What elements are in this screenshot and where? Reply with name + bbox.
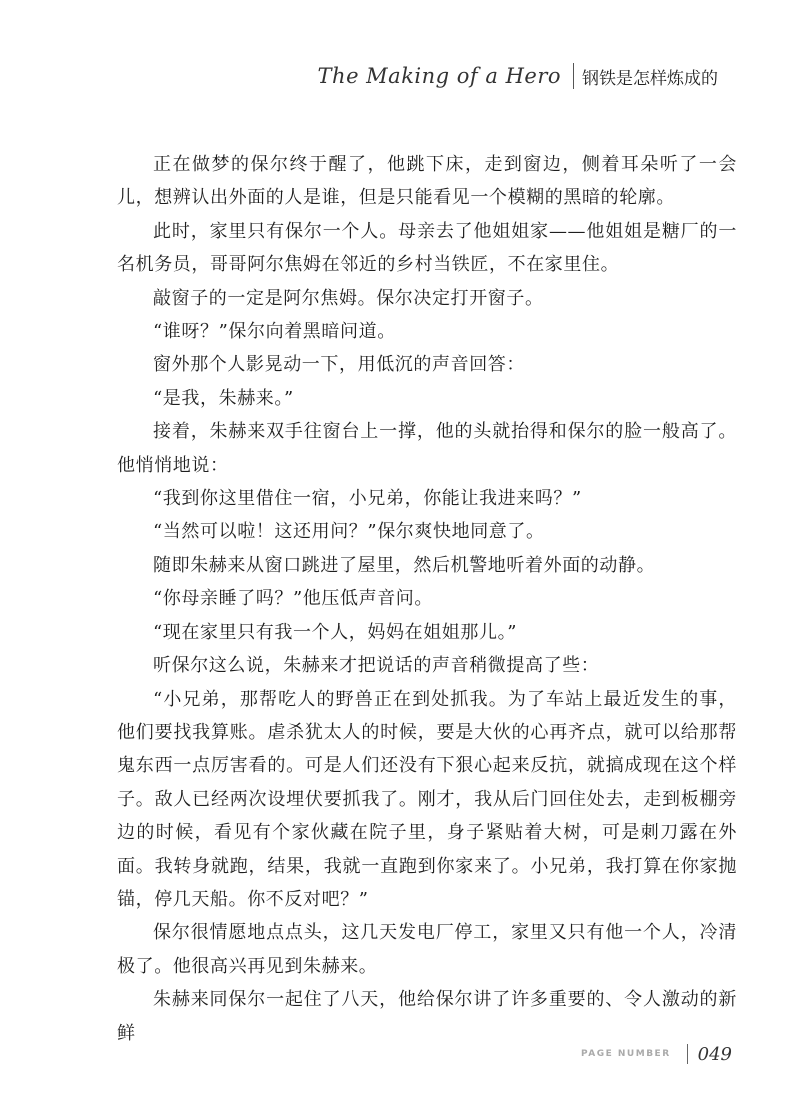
paragraph: “我到你这里借住一宿，小兄弟，你能让我进来吗？” xyxy=(153,488,582,510)
paragraph: “小兄弟，那帮吃人的野兽正在到处抓我。为了车站上最近发生的事，他们要找我算账。虐杀犹太人的时候，要是大伙的心再齐点，就可以给那帮鬼东西一点厉害看的。可是人们还没有下狠心起来反抗，就搞成现在这个样子。敌人已经两次设埋伏要抓我了。刚才，我从后门回住处去，走到板棚旁边的时候，看见有个家伙藏在院子里，身子紧贴着大树，可是刺刀露在外面。我转身就跑，结果，我就一直跑到你家来了。小兄弟，我打算在你家抛锚，停几天船。你不反对吧？” xyxy=(117,688,737,910)
paragraph: 保尔很情愿地点点头，这几天发电厂停工，家里又只有他一个人，冷清极了。他很高兴再见到朱赫来。 xyxy=(117,922,737,977)
page-number: 049 xyxy=(697,1043,732,1065)
paragraph: “你母亲睡了吗？”他压低声音问。 xyxy=(153,588,434,610)
running-header xyxy=(318,62,718,90)
paragraph: 窗外那个人影晃动一下，用低沉的声音回答： xyxy=(153,354,525,376)
paragraph: 朱赫来同保尔一起住了八天，他给保尔讲了许多重要的、令人激动的新鲜 xyxy=(117,989,737,1044)
page-body xyxy=(117,148,737,1050)
paragraph: “是我，朱赫来。” xyxy=(153,387,294,409)
paragraph: 随即朱赫来从窗口跳进了屋里，然后机警地听着外面的动静。 xyxy=(153,554,656,576)
book-title-chinese: 钢铁是怎样炼成的 xyxy=(582,68,718,89)
paragraph: 此时，家里只有保尔一个人。母亲去了他姐姐家——他姐姐是糖厂的一名机务员，哥哥阿尔焦姆在邻近的乡村当铁匠，不在家里住。 xyxy=(117,220,737,276)
header-divider xyxy=(573,63,574,89)
paragraph: 正在做梦的保尔终于醒了，他跳下床，走到窗边，侧着耳朵听了一会儿，想辨认出外面的人是谁，但是只能看见一个模糊的黑暗的轮廓。 xyxy=(117,154,737,209)
page-number-label: PAGE NUMBER xyxy=(581,1049,671,1059)
paragraph: 接着，朱赫来双手往窗台上一撑，他的头就抬得和保尔的脸一般高了。他悄悄地说： xyxy=(117,421,737,476)
paragraph: 敲窗子的一定是阿尔焦姆。保尔决定打开窗子。 xyxy=(153,287,544,309)
book-title-english: The Making of a Hero xyxy=(317,64,561,88)
footer-divider xyxy=(687,1044,688,1064)
paragraph: “当然可以啦！这还用问？”保尔爽快地同意了。 xyxy=(153,521,545,543)
paragraph: 听保尔这么说，朱赫来才把说话的声音稍微提高了些： xyxy=(153,655,600,677)
paragraph: “谁呀？”保尔向着黑暗问道。 xyxy=(153,321,396,343)
paragraph: “现在家里只有我一个人，妈妈在姐姐那儿。” xyxy=(153,621,518,643)
page-footer xyxy=(581,1043,732,1065)
